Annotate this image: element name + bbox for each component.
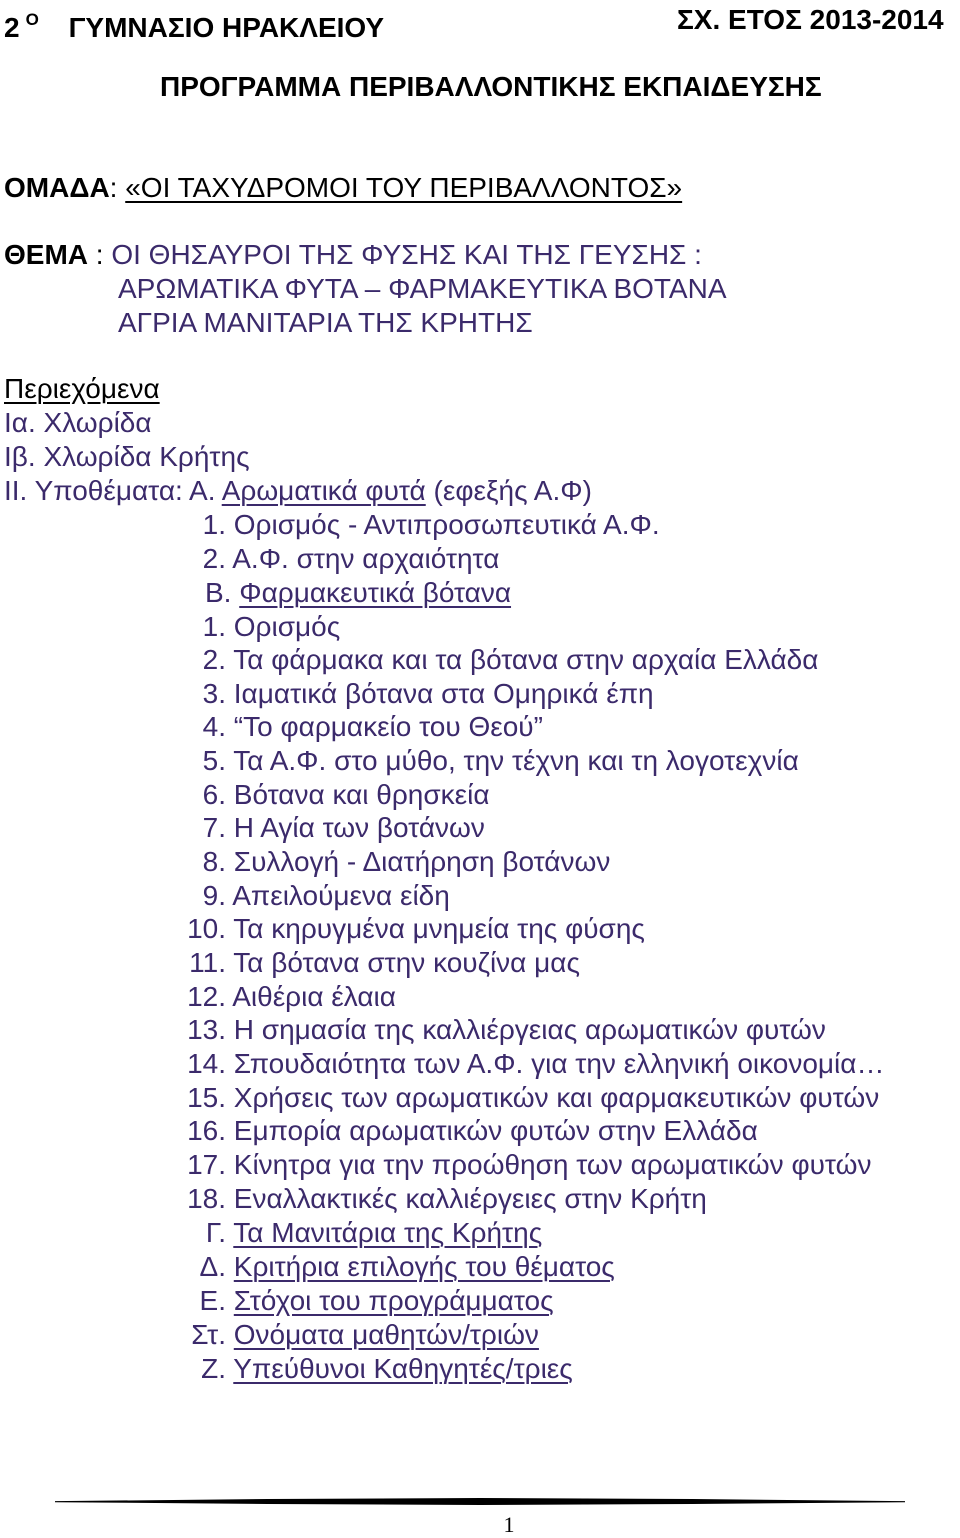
toc-b-item-text: Η σημασία της καλλιέργειας αρωματικών φυτών bbox=[233, 1014, 826, 1045]
footer-rule bbox=[55, 1498, 905, 1505]
toc-item-ii[interactable] bbox=[4, 474, 592, 508]
toc-a-item[interactable] bbox=[0, 542, 499, 576]
toc-b-item-text: Σπουδαιότητα των Α.Φ. για την ελληνική οικονομία… bbox=[233, 1048, 885, 1079]
toc-b-item-number: 10. bbox=[187, 913, 226, 944]
toc-section-link[interactable]: Τα Μανιτάρια της Κρήτης bbox=[233, 1217, 543, 1248]
group-line bbox=[4, 171, 682, 205]
theme-separator: : bbox=[88, 239, 112, 270]
toc-b-item-text: Απειλούμενα είδη bbox=[232, 880, 450, 911]
toc-a-item-number: 2. bbox=[202, 543, 226, 574]
theme-text-3: ΑΓΡΙΑ ΜΑΝΙΤΑΡΙΑ ΤΗΣ ΚΡΗΤΗΣ bbox=[118, 307, 533, 338]
toc-item-ib[interactable]: Ιβ. Χλωρίδα Κρήτης bbox=[4, 441, 250, 472]
toc-b-item[interactable] bbox=[0, 710, 543, 744]
contents-heading[interactable]: Περιεχόμενα bbox=[4, 373, 160, 404]
toc-section-letter: Γ. bbox=[205, 1217, 226, 1248]
toc-item-ii-link[interactable]: Αρωματικά φυτά bbox=[221, 475, 426, 506]
school-number-superscript: Ο bbox=[25, 10, 39, 29]
toc-b-item-text: Ορισμός bbox=[233, 611, 341, 642]
toc-b-item[interactable] bbox=[0, 778, 490, 812]
toc-b-item-text: Χρήσεις των αρωματικών και φαρμακευτικών φυτών bbox=[233, 1082, 880, 1113]
toc-b-item-number: 11. bbox=[189, 947, 226, 978]
toc-b-item-number: 16. bbox=[187, 1115, 226, 1146]
toc-b-item[interactable] bbox=[0, 677, 654, 711]
school-number: 2 bbox=[4, 12, 20, 43]
toc-item-b-prefix: Β. bbox=[205, 577, 240, 608]
toc-b-item-number: 8. bbox=[202, 846, 226, 877]
toc-b-item-number: 13. bbox=[187, 1014, 226, 1045]
theme-text-2: ΑΡΩΜΑΤΙΚΑ ΦΥΤΑ – ΦΑΡΜΑΚΕΥΤΙΚΑ ΒΟΤΑΝΑ bbox=[118, 273, 727, 304]
toc-section-letter: Ε. bbox=[199, 1285, 226, 1316]
toc-a-item-text: Ορισμός - Αντιπροσωπευτικά Α.Φ. bbox=[233, 509, 660, 540]
toc-b-item[interactable] bbox=[0, 1182, 707, 1216]
toc-section-letter: Ζ. bbox=[201, 1353, 226, 1384]
toc-b-item-number: 18. bbox=[187, 1183, 226, 1214]
toc-b-item[interactable] bbox=[0, 1047, 884, 1081]
toc-b-item-number: 14. bbox=[187, 1048, 226, 1079]
group-label: ΟΜΑΔΑ bbox=[4, 172, 110, 203]
page-number: 1 bbox=[503, 1512, 515, 1537]
toc-b-item[interactable] bbox=[0, 744, 799, 778]
toc-b-item[interactable] bbox=[0, 845, 610, 879]
toc-section-link[interactable]: Στόχοι του προγράμματος bbox=[233, 1285, 554, 1316]
toc-b-item-number: 1. bbox=[202, 611, 226, 642]
toc-a-item-number: 1. bbox=[202, 509, 226, 540]
toc-b-item-text: Συλλογή - Διατήρηση βοτάνων bbox=[233, 846, 611, 877]
toc-b-item-number: 3. bbox=[202, 678, 226, 709]
toc-section-letter: Στ. bbox=[191, 1319, 226, 1350]
toc-b-item-text: Τα φάρμακα και τα βότανα στην αρχαία Ελλάδα bbox=[233, 644, 819, 675]
toc-b-item-number: 4. bbox=[202, 711, 226, 742]
theme-text-1: ΟΙ ΘΗΣΑΥΡΟΙ ΤΗΣ ΦΥΣΗΣ ΚΑΙ ΤΗΣ ΓΕΥΣΗΣ : bbox=[111, 239, 702, 270]
toc-section[interactable] bbox=[0, 1250, 615, 1284]
toc-b-item-text: Εναλλακτικές καλλιέργειες στην Κρήτη bbox=[233, 1183, 707, 1214]
toc-b-item-text: Η Αγία των βοτάνων bbox=[233, 812, 485, 843]
toc-b-item[interactable] bbox=[0, 643, 818, 677]
program-title: ΠΡΟΓΡΑΜΜΑ ΠΕΡΙΒΑΛΛΟΝΤΙΚΗΣ ΕΚΠΑΙΔΕΥΣΗΣ bbox=[160, 71, 822, 102]
school-title bbox=[4, 3, 384, 45]
toc-b-item-text: Τα κηρυγμένα μνημεία της φύσης bbox=[233, 913, 645, 944]
toc-b-item[interactable] bbox=[0, 912, 645, 946]
toc-b-item[interactable] bbox=[0, 1013, 826, 1047]
toc-section[interactable] bbox=[0, 1352, 573, 1386]
toc-item-ii-prefix: ΙΙ. Υποθέματα: Α. bbox=[4, 475, 222, 506]
toc-b-item[interactable] bbox=[0, 610, 340, 644]
school-year: ΣΧ. ΕΤΟΣ 2013-2014 bbox=[677, 4, 944, 35]
toc-section[interactable] bbox=[0, 1318, 539, 1352]
toc-a-item[interactable] bbox=[0, 508, 660, 542]
toc-b-item-text: Τα Α.Φ. στο μύθο, την τέχνη και τη λογοτεχνία bbox=[233, 745, 799, 776]
toc-section[interactable] bbox=[0, 1284, 554, 1318]
toc-b-item-number: 17. bbox=[187, 1149, 226, 1180]
toc-b-item-number: 5. bbox=[202, 745, 226, 776]
toc-b-item-number: 6. bbox=[202, 779, 226, 810]
toc-b-item-number: 12. bbox=[187, 981, 226, 1012]
toc-b-item[interactable] bbox=[0, 946, 580, 980]
toc-b-item-text: Κίνητρα για την προώθηση των αρωματικών φυτών bbox=[233, 1149, 872, 1180]
group-colon: : bbox=[109, 172, 118, 203]
theme-label: ΘΕΜΑ bbox=[4, 239, 88, 270]
toc-b-item-text: Ιαματικά βότανα στα Ομηρικά έπη bbox=[233, 678, 654, 709]
toc-item-b[interactable] bbox=[205, 576, 511, 610]
toc-b-item-text: “Το φαρμακείο του Θεού” bbox=[233, 711, 543, 742]
toc-section-link[interactable]: Υπεύθυνοι Καθηγητές/τριες bbox=[233, 1353, 573, 1384]
toc-b-item-number: 15. bbox=[187, 1082, 226, 1113]
toc-b-item-text: Εμπορία αρωματικών φυτών στην Ελλάδα bbox=[233, 1115, 758, 1146]
school-name: ΓΥΜΝΑΣΙΟ ΗΡΑΚΛΕΙΟΥ bbox=[68, 12, 385, 43]
toc-b-item-number: 2. bbox=[202, 644, 226, 675]
toc-b-item-number: 7. bbox=[202, 812, 226, 843]
toc-b-item-number: 9. bbox=[202, 880, 226, 911]
toc-b-item[interactable] bbox=[0, 879, 450, 913]
toc-b-item[interactable] bbox=[0, 980, 396, 1014]
toc-a-item-text: Α.Φ. στην αρχαιότητα bbox=[232, 543, 500, 574]
toc-section-link[interactable]: Ονόματα μαθητών/τριών bbox=[233, 1319, 539, 1350]
toc-item-ia[interactable]: Ια. Χλωρίδα bbox=[4, 407, 152, 438]
toc-b-item[interactable] bbox=[0, 1148, 871, 1182]
toc-b-item[interactable] bbox=[0, 1081, 879, 1115]
toc-b-item-text: Αιθέρια έλαια bbox=[232, 981, 396, 1012]
theme-line-1 bbox=[4, 238, 702, 272]
toc-section-link[interactable]: Κριτήρια επιλογής του θέματος bbox=[233, 1251, 615, 1282]
toc-b-item-text: Βότανα και θρησκεία bbox=[233, 779, 490, 810]
toc-section-letter: Δ. bbox=[199, 1251, 226, 1282]
toc-b-item-text: Τα βότανα στην κουζίνα μας bbox=[233, 947, 580, 978]
toc-item-ii-suffix: (εφεξής Α.Φ) bbox=[425, 475, 592, 506]
toc-section[interactable] bbox=[0, 1216, 542, 1250]
group-name[interactable]: «ΟΙ ΤΑΧΥΔΡΟΜΟΙ ΤΟΥ ΠΕΡΙΒΑΛΛΟΝΤΟΣ» bbox=[125, 172, 683, 203]
toc-b-item[interactable] bbox=[0, 1114, 758, 1148]
toc-b-item[interactable] bbox=[0, 811, 485, 845]
toc-item-b-link[interactable]: Φαρμακευτικά βότανα bbox=[239, 577, 512, 608]
